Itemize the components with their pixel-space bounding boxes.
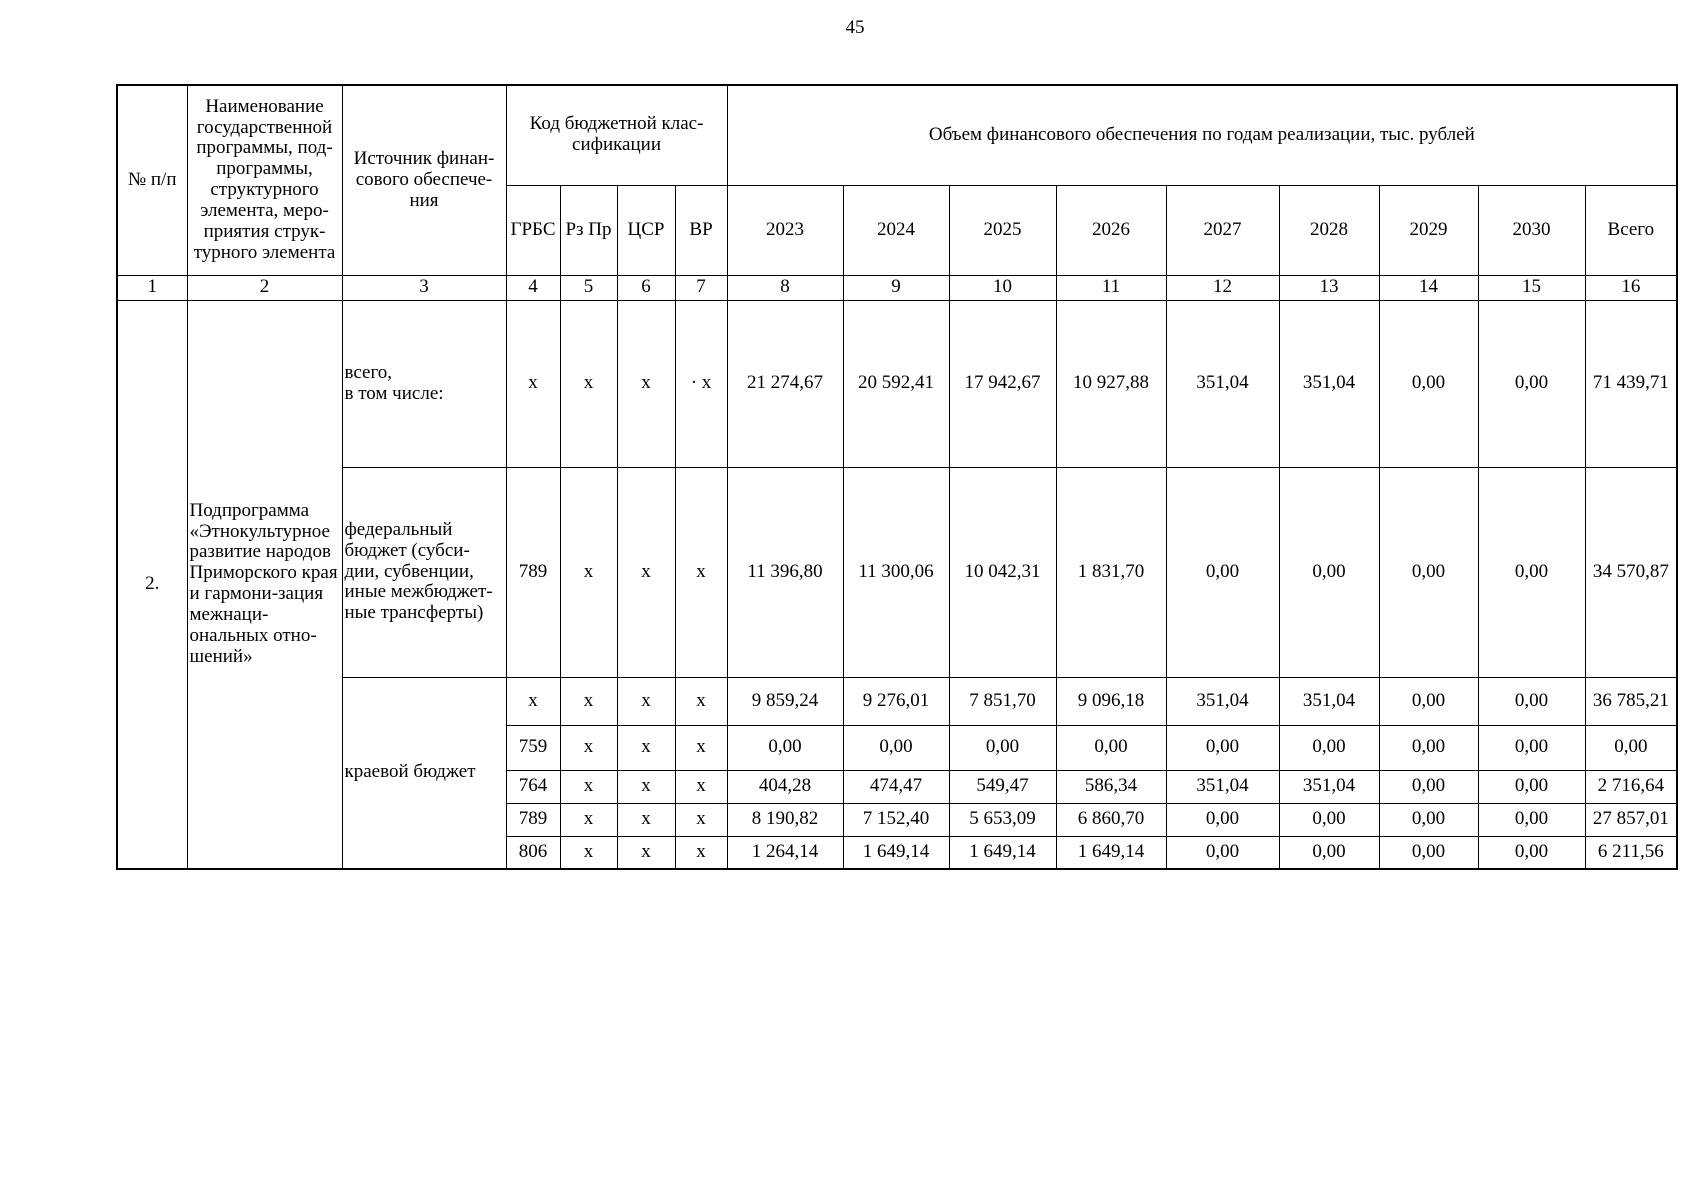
code-csr: х xyxy=(617,836,675,869)
value-total: 6 211,56 xyxy=(1585,836,1677,869)
value-2026: 6 860,70 xyxy=(1056,803,1166,836)
header-year-2027: 2027 xyxy=(1166,185,1279,275)
header-year-2030: 2030 xyxy=(1478,185,1585,275)
value-2029: 0,00 xyxy=(1379,836,1478,869)
code-vr: х xyxy=(675,725,727,770)
header-year-2026: 2026 xyxy=(1056,185,1166,275)
column-number: 5 xyxy=(560,275,617,300)
value-2023: 9 859,24 xyxy=(727,677,843,725)
column-number: 11 xyxy=(1056,275,1166,300)
value-2024: 11 300,06 xyxy=(843,467,949,677)
program-name: Подпрограмма «Этнокультурное развитие народов Приморского края и гармони-зация межнаци-ональных отно-шений» xyxy=(187,300,342,869)
value-2029: 0,00 xyxy=(1379,770,1478,803)
value-2028: 351,04 xyxy=(1279,770,1379,803)
column-number: 8 xyxy=(727,275,843,300)
header-code-vr: ВР xyxy=(675,185,727,275)
value-2025: 10 042,31 xyxy=(949,467,1056,677)
column-number: 1 xyxy=(117,275,187,300)
code-vr: х xyxy=(675,677,727,725)
value-total: 34 570,87 xyxy=(1585,467,1677,677)
header-year-2028: 2028 xyxy=(1279,185,1379,275)
value-2030: 0,00 xyxy=(1478,836,1585,869)
code-rzpr: х xyxy=(560,803,617,836)
code-csr: х xyxy=(617,725,675,770)
program-number: 2. xyxy=(117,300,187,869)
header-col-volume-group: Объем финансового обеспечения по годам реализации, тыс. рублей xyxy=(727,85,1677,185)
code-rzpr: х xyxy=(560,725,617,770)
page-number: 45 xyxy=(845,17,865,38)
code-rzpr: х xyxy=(560,677,617,725)
value-2029: 0,00 xyxy=(1379,467,1478,677)
code-vr: х xyxy=(675,803,727,836)
value-2030: 0,00 xyxy=(1478,677,1585,725)
value-2026: 1 831,70 xyxy=(1056,467,1166,677)
value-2025: 7 851,70 xyxy=(949,677,1056,725)
code-vr: х xyxy=(675,836,727,869)
value-2029: 0,00 xyxy=(1379,803,1478,836)
column-number: 12 xyxy=(1166,275,1279,300)
value-2023: 0,00 xyxy=(727,725,843,770)
value-2030: 0,00 xyxy=(1478,770,1585,803)
value-2023: 8 190,82 xyxy=(727,803,843,836)
code-grbs: 806 xyxy=(506,836,560,869)
code-rzpr: х xyxy=(560,836,617,869)
code-csr: х xyxy=(617,300,675,467)
header-year-2029: 2029 xyxy=(1379,185,1478,275)
table-row-federal xyxy=(117,467,1677,677)
value-2026: 0,00 xyxy=(1056,725,1166,770)
value-2025: 0,00 xyxy=(949,725,1056,770)
value-2024: 20 592,41 xyxy=(843,300,949,467)
value-2023: 21 274,67 xyxy=(727,300,843,467)
value-total: 71 439,71 xyxy=(1585,300,1677,467)
column-numbers-row xyxy=(117,275,1677,300)
value-2024: 474,47 xyxy=(843,770,949,803)
value-total: 2 716,64 xyxy=(1585,770,1677,803)
header-total: Всего xyxy=(1585,185,1677,275)
column-number: 4 xyxy=(506,275,560,300)
value-2023: 11 396,80 xyxy=(727,467,843,677)
code-vr: · х xyxy=(675,300,727,467)
value-2028: 0,00 xyxy=(1279,467,1379,677)
source-federal: федеральный бюджет (субси-дии, субвенции, иные межбюджет-ные трансферты) xyxy=(342,467,506,677)
value-2028: 351,04 xyxy=(1279,677,1379,725)
value-2028: 0,00 xyxy=(1279,803,1379,836)
code-rzpr: х xyxy=(560,770,617,803)
code-csr: х xyxy=(617,467,675,677)
value-2026: 586,34 xyxy=(1056,770,1166,803)
value-2029: 0,00 xyxy=(1379,725,1478,770)
value-2027: 351,04 xyxy=(1166,770,1279,803)
value-2030: 0,00 xyxy=(1478,725,1585,770)
header-col-name: Наименование государственной программы, под-программы, структурного элемента, меро-приятия струк-турного элемента xyxy=(187,85,342,275)
code-grbs: 789 xyxy=(506,803,560,836)
value-2026: 10 927,88 xyxy=(1056,300,1166,467)
value-2027: 0,00 xyxy=(1166,803,1279,836)
code-rzpr: х xyxy=(560,467,617,677)
value-2028: 0,00 xyxy=(1279,725,1379,770)
value-2025: 5 653,09 xyxy=(949,803,1056,836)
header-code-csr: ЦСР xyxy=(617,185,675,275)
value-2024: 0,00 xyxy=(843,725,949,770)
value-2027: 0,00 xyxy=(1166,836,1279,869)
header-code-grbs: ГРБС xyxy=(506,185,560,275)
value-2025: 17 942,67 xyxy=(949,300,1056,467)
value-2025: 1 649,14 xyxy=(949,836,1056,869)
column-number: 15 xyxy=(1478,275,1585,300)
code-vr: х xyxy=(675,467,727,677)
value-2029: 0,00 xyxy=(1379,677,1478,725)
value-2027: 351,04 xyxy=(1166,677,1279,725)
column-number: 3 xyxy=(342,275,506,300)
column-number: 10 xyxy=(949,275,1056,300)
column-number: 2 xyxy=(187,275,342,300)
value-2030: 0,00 xyxy=(1478,300,1585,467)
value-2029: 0,00 xyxy=(1379,300,1478,467)
column-number: 13 xyxy=(1279,275,1379,300)
value-2024: 9 276,01 xyxy=(843,677,949,725)
column-number: 6 xyxy=(617,275,675,300)
column-number: 9 xyxy=(843,275,949,300)
header-col-source: Источник финан-сового обеспече-ния xyxy=(342,85,506,275)
value-2030: 0,00 xyxy=(1478,803,1585,836)
code-grbs: х xyxy=(506,677,560,725)
value-2024: 7 152,40 xyxy=(843,803,949,836)
value-total: 36 785,21 xyxy=(1585,677,1677,725)
budget-table xyxy=(116,84,1678,870)
value-2023: 1 264,14 xyxy=(727,836,843,869)
column-number: 7 xyxy=(675,275,727,300)
value-2028: 351,04 xyxy=(1279,300,1379,467)
table-row-regional xyxy=(117,677,1677,725)
code-grbs: 789 xyxy=(506,467,560,677)
value-2025: 549,47 xyxy=(949,770,1056,803)
code-grbs: 759 xyxy=(506,725,560,770)
header-col-code-group: Код бюджетной клас-сификации xyxy=(506,85,727,185)
source-total: всего, в том числе: xyxy=(342,300,506,467)
value-2026: 9 096,18 xyxy=(1056,677,1166,725)
table-row-total xyxy=(117,300,1677,467)
value-2023: 404,28 xyxy=(727,770,843,803)
value-2026: 1 649,14 xyxy=(1056,836,1166,869)
value-2028: 0,00 xyxy=(1279,836,1379,869)
source-regional: краевой бюджет xyxy=(342,677,506,869)
code-grbs: 764 xyxy=(506,770,560,803)
header-code-rzpr: Рз Пр xyxy=(560,185,617,275)
header-year-2024: 2024 xyxy=(843,185,949,275)
value-2027: 351,04 xyxy=(1166,300,1279,467)
column-number: 14 xyxy=(1379,275,1478,300)
code-csr: х xyxy=(617,803,675,836)
header-col-num: № п/п xyxy=(117,85,187,275)
value-2024: 1 649,14 xyxy=(843,836,949,869)
code-vr: х xyxy=(675,770,727,803)
code-csr: х xyxy=(617,677,675,725)
column-number: 16 xyxy=(1585,275,1677,300)
value-total: 27 857,01 xyxy=(1585,803,1677,836)
code-grbs: х xyxy=(506,300,560,467)
value-2030: 0,00 xyxy=(1478,467,1585,677)
value-2027: 0,00 xyxy=(1166,725,1279,770)
code-csr: х xyxy=(617,770,675,803)
value-2027: 0,00 xyxy=(1166,467,1279,677)
header-year-2023: 2023 xyxy=(727,185,843,275)
header-year-2025: 2025 xyxy=(949,185,1056,275)
code-rzpr: х xyxy=(560,300,617,467)
value-total: 0,00 xyxy=(1585,725,1677,770)
